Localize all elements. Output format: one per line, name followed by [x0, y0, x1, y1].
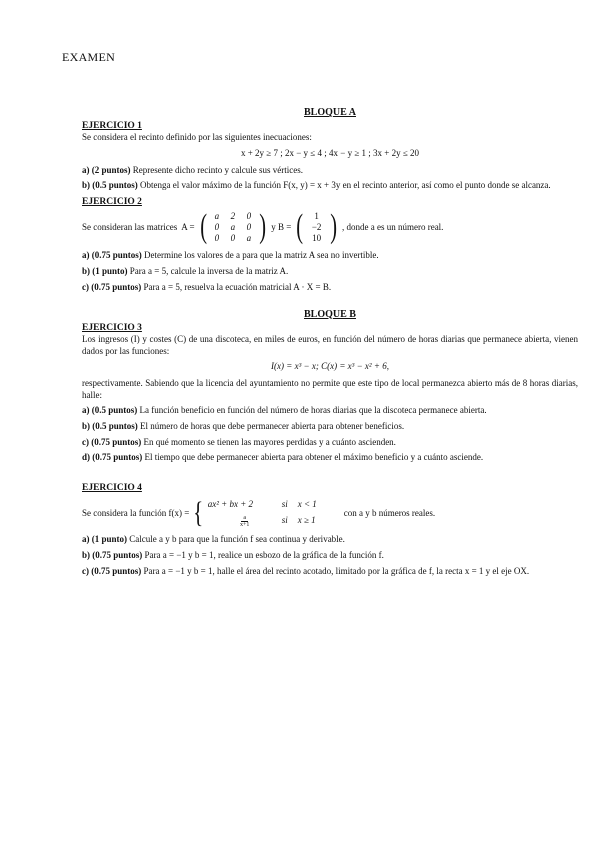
ejercicio-3-title: EJERCICIO 3: [82, 322, 142, 333]
matrix-a-cell: 0: [230, 233, 236, 244]
matrix-a-label: A =: [181, 221, 195, 232]
ej1-inequalities: x + 2y ≥ 7 ; 2x − y ≤ 4 ; 4x − y ≥ 1 ; 3x + 2y ≤ 20: [240, 148, 420, 159]
ej4-part-b: b) (0.75 puntos) Para a = −1 y b = 1, realice un esbozo de la gráfica de la función f.: [82, 550, 384, 561]
ej2-intro-tail: , donde a es un número real.: [341, 221, 444, 232]
case2-si: si: [281, 515, 288, 526]
ej4-function: [82, 498, 578, 528]
ejercicio-2-title: EJERCICIO 2: [82, 197, 142, 208]
case2-denominator: x+1: [240, 521, 250, 528]
matrix-b-cell: 10: [312, 233, 322, 244]
ej3-part-a: a) (0.5 puntos) La función beneficio en función del número de horas diarias que la discoteca permanece abierta.: [82, 405, 487, 416]
ej1-intro: Se considera el recinto definido por las siguientes inecuaciones:: [82, 132, 312, 143]
matrix-b: ( 1 −2 10 ): [296, 208, 337, 246]
ej2-matrices: [82, 210, 578, 244]
ej4-part-a: a) (1 punto) Calcule a y b para que la función f sea continua y derivable.: [82, 534, 345, 545]
piecewise-cases: [208, 499, 338, 528]
case2-cond: x ≥ 1: [297, 515, 316, 526]
case1-cond: x < 1: [297, 499, 317, 510]
case2-fraction: [208, 515, 282, 528]
matrix-a-cell: a: [230, 221, 236, 232]
matrix-a-cell: 2: [230, 210, 236, 221]
matrix-a-cell: 0: [214, 233, 220, 244]
bloque-a-title: BLOQUE A: [304, 107, 356, 118]
piecewise-brace: {: [193, 496, 204, 530]
bloque-b-title: BLOQUE B: [304, 308, 356, 320]
case1-expr: ax² + bx + 2: [207, 499, 254, 510]
ej2-intro: Se consideran las matrices: [82, 221, 178, 232]
ej3-part-d: d) (0.75 puntos) El tiempo que debe permanecer abierta para obtener el máximo beneficio y a cuánto asciende.: [82, 452, 484, 463]
matrix-b-label: y B =: [271, 221, 292, 232]
matrix-a: ( a 2 0 0 a 0 0 0 a ): [199, 208, 266, 246]
matrix-a-cell: 0: [246, 210, 252, 221]
matrix-b-cell: −2: [311, 221, 322, 232]
ej1-part-a: a) (2 puntos) Represente dicho recinto y calcule sus vértices.: [82, 164, 303, 175]
case2-numerator: a: [243, 514, 247, 521]
exam-content: [82, 106, 578, 581]
matrix-a-cell: a: [246, 233, 252, 244]
ej2-part-a: a) (0.75 puntos) Determine los valores de a para que la matriz A sea no invertible.: [82, 250, 379, 261]
exam-header: EXAMEN: [62, 50, 116, 64]
matrix-a-cell: a: [214, 210, 220, 221]
ej3-part-c: c) (0.75 puntos) En qué momento se tienen las mayores perdidas y a cuánto ascienden.: [82, 436, 396, 447]
ej4-intro: Se considera la función f(x) =: [82, 507, 190, 518]
ej2-part-b: b) (1 punto) Para a = 5, calcule la inversa de la matriz A.: [82, 266, 289, 277]
ejercicio-4-title: EJERCICIO 4: [82, 483, 142, 494]
ej3-intro: Los ingresos (I) y costes (C) de una discoteca, en miles de euros, en función del número de horas diarias que permanece abierta, vienen dados por las funciones:: [82, 333, 578, 356]
matrix-b-cell: 1: [314, 210, 319, 221]
matrix-a-cell: 0: [246, 221, 252, 232]
ej2-part-c: c) (0.75 puntos) Para a = 5, resuelva la ecuación matricial A · X = B.: [82, 281, 332, 292]
ej3-formula: I(x) = x³ − x; C(x) = x³ − x² + 6,: [271, 361, 389, 372]
ej3-part-b: b) (0.5 puntos) El número de horas que debe permanecer abierta para obtener beneficios.: [82, 420, 405, 431]
ej3-after: respectivamente. Sabiendo que la licencia del ayuntamiento no permite que este tipo de local permanezca abierto más de 8 horas diarias, halle:: [82, 377, 578, 400]
ej4-part-c: c) (0.75 puntos) Para a = −1 y b = 1, halle el área del recinto acotado, limitado por la gráfica de f, la recta x = 1 y el eje OX.: [82, 565, 530, 576]
case1-si: si: [281, 499, 288, 510]
ejercicio-1-title: EJERCICIO 1: [82, 121, 142, 131]
ej1-part-b: b) (0.5 puntos) Obtenga el valor máximo de la función F(x, y) = x + 3y en el recinto anterior, así como el punto donde se alcanza.: [82, 180, 551, 191]
ej4-intro-tail: con a y b números reales.: [343, 507, 436, 518]
matrix-a-cell: 0: [214, 221, 220, 232]
